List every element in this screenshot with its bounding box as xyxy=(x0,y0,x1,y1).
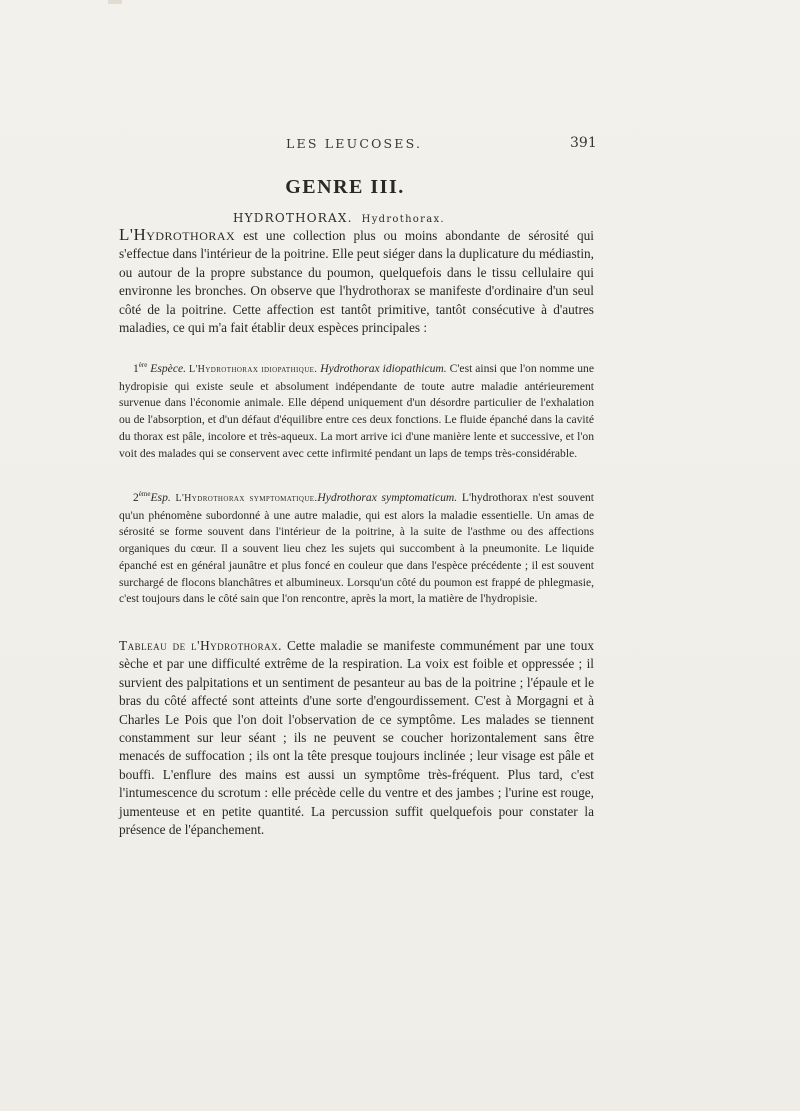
species-1-text: C'est ainsi que l'on nomme une hydropisie qui existe seule et absolument indépendante de toute autre maladie antérieurement survenue dans l'économie animale. Elle dépend uniquement d'un désordre particulier de l'exhalation ou de l'absorption, et d'un défaut d'équilibre entre ces deux fonctions. Le fluide épanché dans la cavité du thorax est pâle, incolore et très-aqueux. La mort arrive ici d'une manière lente et successive, et l'on voit des malades qui se conservent avec cette infirmité pendant un laps de temps très-considérable. xyxy=(119,362,594,460)
intro-paragraph xyxy=(119,226,594,337)
species-1-sup: ère xyxy=(138,361,148,369)
paper-mark xyxy=(108,0,122,4)
species-2-name: L'Hydrothorax symptomatique. xyxy=(175,493,318,504)
page-number: 391 xyxy=(570,135,597,151)
running-title: LES LEUCOSES. xyxy=(286,136,423,151)
species-2-label: Esp. xyxy=(150,491,171,504)
section-title xyxy=(233,211,445,225)
intro-text: est une collection plus ou moins abondante de sérosité qui s'effectue dans l'intérieur de la poitrine. Elle peut siéger dans la duplicature du médiastin, ou autour de la propre substance du poumon, quelquefois dans le tissu cellulaire qui environne les bronches. On observe que l'hydrothorax se manifeste d'ordinaire d'un seul côté de la poitrine. Cette affection est tantôt primitive, tantôt consécutive à d'autres maladies, ce qui m'a fait établir deux espèces principales : xyxy=(119,228,594,336)
species-2-number: 2 xyxy=(133,491,139,504)
species-2-paragraph xyxy=(119,490,594,608)
species-2-text: L'hydrothorax n'est souvent qu'un phénomène subordonné à une autre maladie, qui est alors la maladie essentielle. Un amas de sérosité se forme souvent dans l'intérieur de la poitrine, à la suite de l'asthme ou des affections organiques du cœur. Il a souvent lieu chez les sujets qui succombent à la pneumonite. Le liquide épanché est en général jaunâtre et plus foncé en couleur que dans l'espèce précédente ; il est souvent surchargé de flocons blanchâtres et albumineux. Lorsqu'un côté du poumon est frappé de phlegmasie, c'est toujours dans le côté sain que l'on rencontre, après la mort, la matière de l'hydropisie. xyxy=(119,491,594,606)
tableau-text: Cette maladie se manifeste communément par une toux sèche et par une difficulté extrême de la respiration. La voix est foible et oppressée ; il survient des palpitations et un sentiment de pesanteur au bas de la poitrine ; l'épaule et le bras du côté affecté sont atteints d'une sorte d'engourdissement. C'est à Morgagni et à Charles Le Pois que l'on doit l'observation de ce symptôme. Les malades se tiennent constamment sur leur séant ; ils ne peuvent se coucher horizontalement sans être menacés de suffocation ; ils ont la tête presque toujours inclinée ; leur visage est pâle et bouffi. L'enflure des mains est aussi un symptôme très-fréquent. Plus tard, c'est l'intumescence du scrotum : elle précède celle du ventre et des jambes ; l'urine est rouge, jumenteuse et en petite quantité. La percussion suffit quelquefois pour constater la présence de l'épanchement. xyxy=(119,638,594,838)
tableau-lead: Tableau de l'Hydrothorax. xyxy=(119,638,282,653)
genre-title: GENRE III. xyxy=(285,176,405,198)
tableau-paragraph xyxy=(119,637,594,839)
section-title-smallcaps: Hydrothorax. xyxy=(361,214,445,225)
species-1-paragraph xyxy=(119,361,594,462)
section-title-caps: HYDROTHORAX. xyxy=(233,211,353,225)
species-1-name: L'Hydrothorax idiopathique. xyxy=(188,364,318,375)
species-2-sup: ème xyxy=(138,490,151,498)
intro-lead: L'Hydrothorax xyxy=(119,225,236,244)
species-2-latin: Hydrothorax symptomaticum. xyxy=(317,491,458,504)
species-1-number: 1 xyxy=(133,362,139,375)
species-1-latin: Hydrothorax idiopathicum. xyxy=(320,362,447,375)
species-1-label: Espèce. xyxy=(150,362,187,375)
running-head xyxy=(0,136,800,156)
